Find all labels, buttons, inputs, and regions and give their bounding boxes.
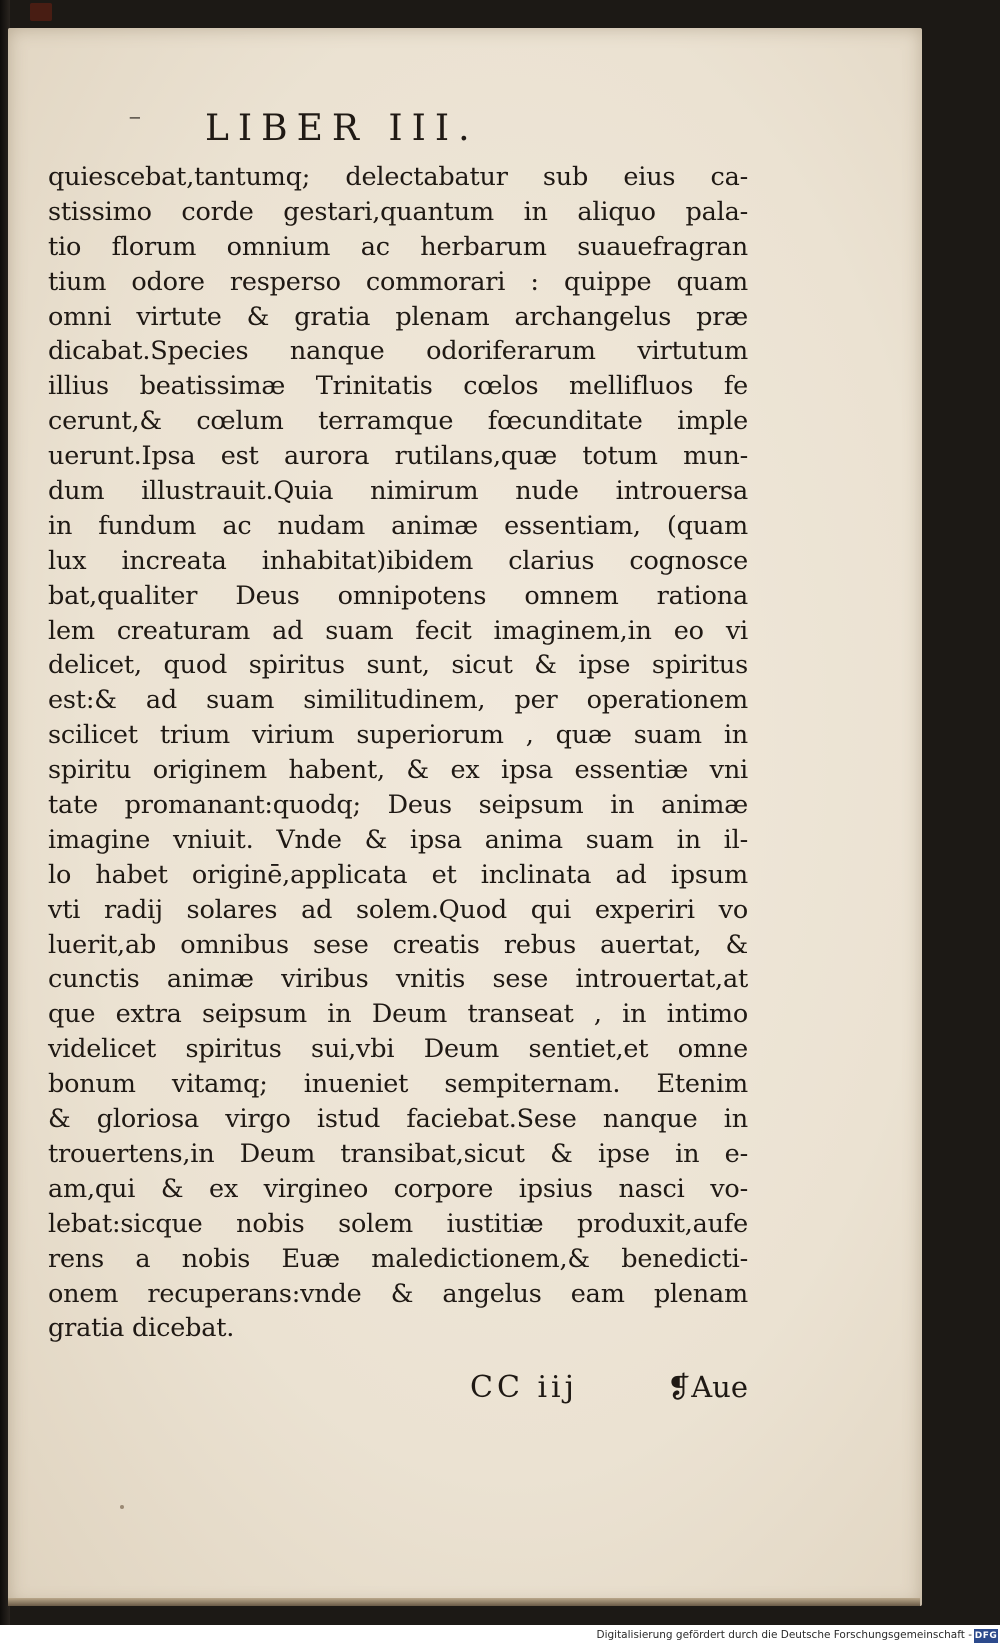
text-line: stissimo corde gestari,quantum in aliquo pala- (48, 196, 748, 227)
text-line: est:& ad suam similitudinem, per operationem (48, 685, 748, 716)
text-line: que extra seipsum in Deum transeat , in intimo (48, 999, 748, 1030)
text-line: am,qui & ex virgineo corpore ipsius nasci vo- (48, 1173, 748, 1204)
text-line: imagine vniuit. Vnde & ipsa anima suam in il- (48, 824, 748, 855)
text-line: omni virtute & gratia plenam archangelus præ (48, 301, 748, 332)
text-line: cunctis animæ viribus vnitis sese introuertat,at (48, 964, 748, 995)
text-line: gratia dicebat. (48, 1313, 235, 1344)
text-line: delicet, quod spiritus sunt, sicut & ipse spiritus (48, 650, 748, 681)
text-line: lem creaturam ad suam fecit imaginem,in eo vi (48, 615, 748, 646)
text-line: onem recuperans:vnde & angelus eam plenam (48, 1278, 748, 1309)
text-line: tium odore resperso commorari : quippe quam (48, 266, 748, 297)
funding-notice: Digitalisierung gefördert durch die Deutsche Forschungsgemeinschaft - (596, 1629, 972, 1641)
text-line: cerunt,& cœlum terramque fœcunditate imple (48, 406, 748, 437)
dfg-logo: DFG (974, 1631, 998, 1641)
text-line: spiritu originem habent, & ex ipsa essentiæ vni (48, 755, 748, 786)
text-line: quiescebat,tantumq; delectabatur sub eius ca- (48, 162, 748, 192)
text-line: tate promanant:quodq; Deus seipsum in animæ (48, 790, 748, 821)
running-head-ornament: ⁻ (128, 108, 142, 138)
page-edge (8, 1598, 920, 1606)
signature-mark: CC iij (470, 1370, 578, 1405)
text-line: lo habet originē,applicata et inclinata ad ipsum (48, 859, 748, 890)
text-line: vti radij solares ad solem.Quod qui experiri vo (48, 894, 748, 925)
text-line: bat,qualiter Deus omnipotens omnem rationa (48, 580, 748, 611)
text-line: tio florum omnium ac herbarum suauefragran (48, 231, 748, 262)
running-head: LIBER III. (205, 108, 479, 149)
text-line: uerunt.Ipsa est aurora rutilans,quæ totum mun- (48, 441, 748, 472)
text-line: & gloriosa virgo istud faciebat.Sese nanque in (48, 1104, 748, 1135)
body-text (48, 160, 748, 1346)
binding-mark (30, 3, 52, 21)
text-line: dum illustrauit.Quia nimirum nude introuersa (48, 476, 748, 507)
text-line: dicabat.Species nanque odoriferarum virtutum (48, 336, 748, 367)
text-line: lebat:sicque nobis solem iustitiæ produxit,aufe (48, 1208, 748, 1239)
text-line: trouertens,in Deum transibat,sicut & ipse in e- (48, 1138, 748, 1169)
text-line: scilicet trium virium superiorum , quæ suam in (48, 720, 748, 751)
paper-speck (120, 1505, 124, 1509)
digitization-footer (0, 1625, 1000, 1649)
text-line: lux increata inhabitat)ibidem clarius cognosce (48, 545, 748, 576)
text-line: bonum vitamq; inueniet sempiternam. Etenim (48, 1069, 748, 1100)
text-line: luerit,ab omnibus sese creatis rebus auertat, & (48, 929, 748, 960)
page-footer-marks (470, 1370, 748, 1410)
text-line: illius beatissimæ Trinitatis cœlos mellifluos fe (48, 371, 748, 402)
text-line: rens a nobis Euæ maledictionem,& benedicti- (48, 1243, 748, 1274)
text-line: in fundum ac nudam animæ essentiam, (quam (48, 510, 748, 541)
catchword: ❡Aue (666, 1370, 748, 1404)
text-line: videlicet spiritus sui,vbi Deum sentiet,et omne (48, 1034, 748, 1065)
